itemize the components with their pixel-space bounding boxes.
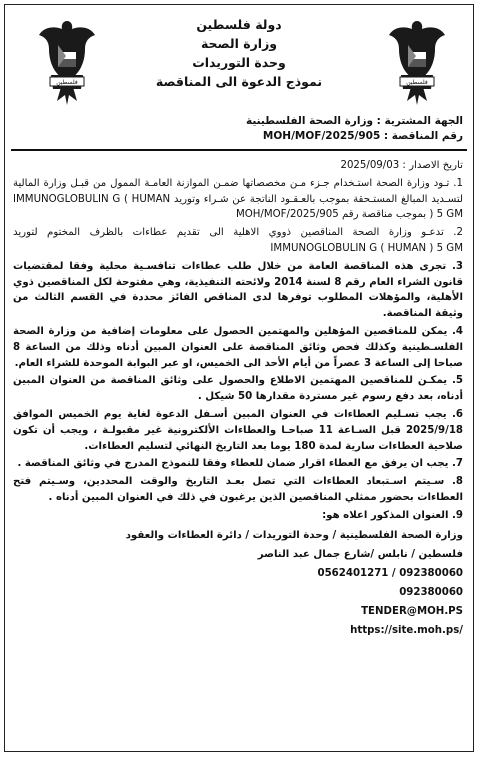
document-title: نموذج الدعوة الى المناقصة: [155, 74, 323, 89]
clause-7: 7. يجب ان يرفق مع العطاء اقرار ضمان للعطاء وفقا للنموذج المدرج في وثائق المناقصة .: [17, 458, 463, 470]
clause-8: 8. سـيتم اسـتبعاد العطاءات التي تصل بعـد التاريخ والوقت المحددين، وسـيتم فتح العطاءات بحضور ممثلي المناقصين الذين يرغبون في ذلك في العنوان المبين أدناه .: [13, 476, 463, 503]
unit-name: وحدة التوريدات: [192, 55, 286, 70]
contact-block: [13, 526, 463, 640]
contact-phone-1: 0562401271 / 092380060: [317, 567, 463, 579]
contact-email[interactable]: TENDER@MOH.PS: [361, 605, 463, 617]
clause-5: 5. يمكـن للمناقصين المهتمين الاطلاع والحصول على وثائق المناقصة من العنوان المبين أدناه، بعد دفع رسوم غير مستردة مقدارها 50 شيكل .: [13, 375, 463, 403]
tender-notice-page: [4, 4, 474, 752]
letterhead: [5, 15, 473, 91]
clause-3: 3. تجرى هذه المناقصة العامة من خلال طلب عطاءات تنافسـية محلية وفقا لمقتضيات قانون الشراء العام رقم 8 لسنة 2014 ولائحته التنفيذية، وهي مفتوحة لكل المناقصين ذوي الأهلية، والمؤهلات المطلوب توفرها لدى المناقص الفائز محددة في القسم الثالث من وثيقة المناقصة.: [13, 260, 464, 320]
buyer-line: الجهة المشترية : وزارة الصحة الفلسطينية: [245, 115, 463, 127]
clause-2: 2. تدعـو وزارة الصحة المناقصين ذووي الاهلية الى تقديم عطاءات بالظرف المختوم لتوريد IMMUNOGLOBULIN G ( HUMAN ) 5 GM: [13, 227, 463, 254]
clause-1: 1. تـود وزارة الصحة استـخدام جـزء مـن مخصصاتها ضمـن الموازنة العامـة الممول من قبـل وزارة المالية لتسـديد المبالغ المستـحقة بموجب بالعـقـود الناتجة عن شـراء وتوريد IMMUNOGLOBULIN G ( HUMAN ) 5 GM بموجب مناقصة رقم MOH/MOF/2025/905: [13, 177, 464, 221]
clause-9: 9. العنوان المذكور اعلاه هو:: [322, 509, 463, 521]
contact-organization: وزارة الصحة الفلسطينية / وحدة التوريدات / دائرة العطاءات والعقود: [125, 529, 463, 541]
clause-4: 4. يمكن للمناقصين المؤهلين والمهتمين الحصول على معلومات إضافية من وزارة الصحة الفلسـطينية وكذلك فحص وثائق المناقصة على العنوان المبين أدناه وذلك من الساعة 8 صباحا إلى الساعة 3 عصراً من أيام الأحد الى الخميس، او عبر البوابة الموحدة للشراء العام.: [13, 325, 463, 369]
divider: [11, 149, 467, 151]
emblem-caption: فلسطين: [406, 79, 428, 86]
country-name: دولة فلسطين: [196, 17, 282, 32]
tender-number-line: رقم المناقصة : MOH/MOF/2025/905: [262, 130, 463, 142]
contact-address: فلسطين / نابلس /شارع جمال عبد الناصر: [257, 548, 463, 560]
notice-body: [13, 158, 463, 640]
emblem-caption: فلسطين: [56, 79, 78, 86]
tender-meta: [246, 114, 463, 144]
contact-website[interactable]: https://site.moh.ps/: [350, 624, 463, 636]
clause-6: 6. يجب تسـليم العطاءات في العنوان المبين أسـفل الدعوة لغاية يوم الخميس الموافق 2025/9/18 قبل السـاعة 11 صباحـا والعطاءات الألكترونية غير مقبولـة ، ويجب أن تكون صلاحية العطاءات سارية لمدة 180 يوما بعد التاريخ النهائي لتسليم العطاءات.: [13, 408, 463, 452]
issue-date: تاريخ الاصدار : 2025/09/03: [340, 160, 463, 171]
ministry-name: وزارة الصحة: [200, 36, 278, 51]
contact-phone-2: 092380060: [399, 586, 463, 598]
